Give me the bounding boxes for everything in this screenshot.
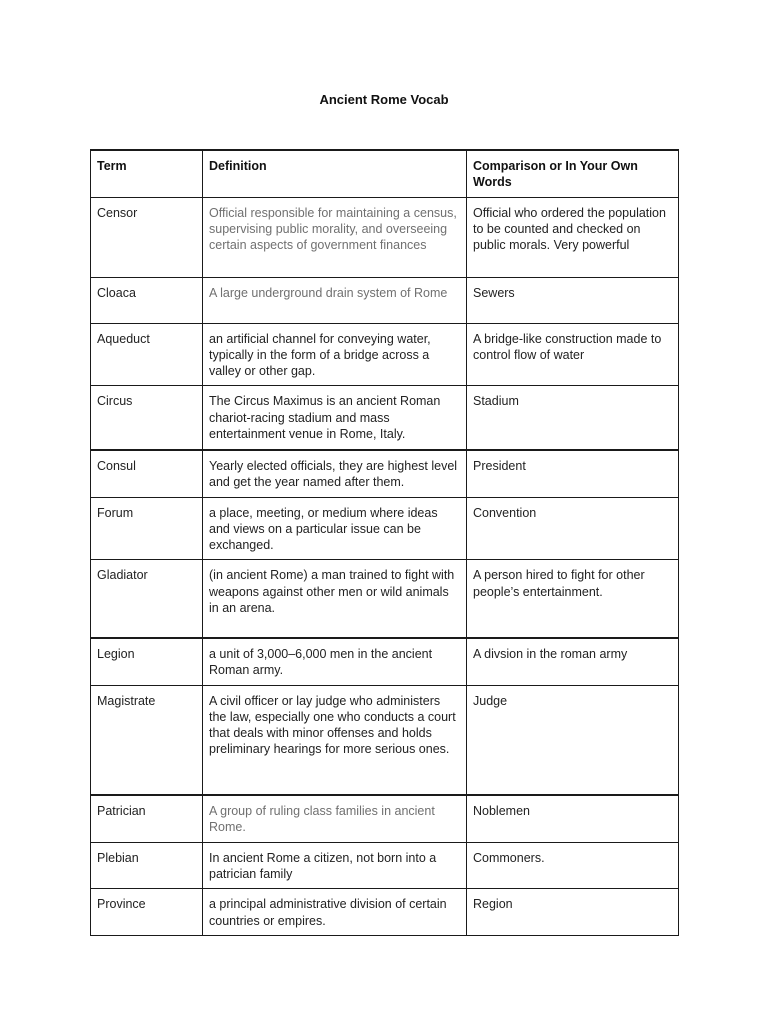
table-header-row (91, 150, 679, 197)
comparison-cell: A divsion in the roman army (467, 638, 679, 685)
table-row (91, 560, 679, 638)
comparison-cell: Commoners. (467, 842, 679, 889)
definition-cell: a unit of 3,000–6,000 men in the ancient Roman army. (203, 638, 467, 685)
table-row (91, 197, 679, 277)
term-cell: Plebian (91, 842, 203, 889)
definition-cell: (in ancient Rome) a man trained to fight with weapons against other men or wild animals in an arena. (203, 560, 467, 638)
table-row (91, 497, 679, 560)
definition-cell: a principal administrative division of certain countries or empires. (203, 889, 467, 936)
term-cell: Censor (91, 197, 203, 277)
table-row (91, 277, 679, 323)
term-cell: Magistrate (91, 685, 203, 795)
comparison-cell: Stadium (467, 386, 679, 450)
definition-cell: A group of ruling class families in ancient Rome. (203, 795, 467, 842)
comparison-cell: Sewers (467, 277, 679, 323)
comparison-cell: A person hired to fight for other people’s entertainment. (467, 560, 679, 638)
term-cell: Forum (91, 497, 203, 560)
header-definition: Definition (203, 150, 467, 197)
comparison-cell: President (467, 450, 679, 497)
term-cell: Gladiator (91, 560, 203, 638)
header-term: Term (91, 150, 203, 197)
table-row (91, 323, 679, 386)
table-row (91, 386, 679, 450)
term-cell: Aqueduct (91, 323, 203, 386)
term-cell: Cloaca (91, 277, 203, 323)
header-comparison: Comparison or In Your Own Words (467, 150, 679, 197)
definition-cell: In ancient Rome a citizen, not born into a patrician family (203, 842, 467, 889)
term-cell: Consul (91, 450, 203, 497)
table-row (91, 638, 679, 685)
table-row (91, 450, 679, 497)
term-cell: Province (91, 889, 203, 936)
table-row (91, 889, 679, 936)
definition-cell: a place, meeting, or medium where ideas and views on a particular issue can be exchanged. (203, 497, 467, 560)
page-title: Ancient Rome Vocab (319, 92, 449, 107)
comparison-cell: Noblemen (467, 795, 679, 842)
definition-cell: Yearly elected officials, they are highest level and get the year named after them. (203, 450, 467, 497)
term-cell: Legion (91, 638, 203, 685)
table-row (91, 685, 679, 795)
table-row (91, 795, 679, 842)
definition-cell: The Circus Maximus is an ancient Roman chariot-racing stadium and mass entertainment venue in Rome, Italy. (203, 386, 467, 450)
vocab-table (90, 149, 679, 936)
term-cell: Circus (91, 386, 203, 450)
definition-cell: Official responsible for maintaining a census, supervising public morality, and overseeing certain aspects of government finances (203, 197, 467, 277)
definition-cell: A civil officer or lay judge who administers the law, especially one who conducts a court that deals with minor offenses and holds preliminary hearings for more serious ones. (203, 685, 467, 795)
comparison-cell: Convention (467, 497, 679, 560)
definition-cell: A large underground drain system of Rome (203, 277, 467, 323)
table-row (91, 842, 679, 889)
comparison-cell: Official who ordered the population to be counted and checked on public morals. Very powerful (467, 197, 679, 277)
definition-cell: an artificial channel for conveying water, typically in the form of a bridge across a valley or other gap. (203, 323, 467, 386)
term-cell: Patrician (91, 795, 203, 842)
comparison-cell: Region (467, 889, 679, 936)
comparison-cell: Judge (467, 685, 679, 795)
comparison-cell: A bridge-like construction made to control flow of water (467, 323, 679, 386)
